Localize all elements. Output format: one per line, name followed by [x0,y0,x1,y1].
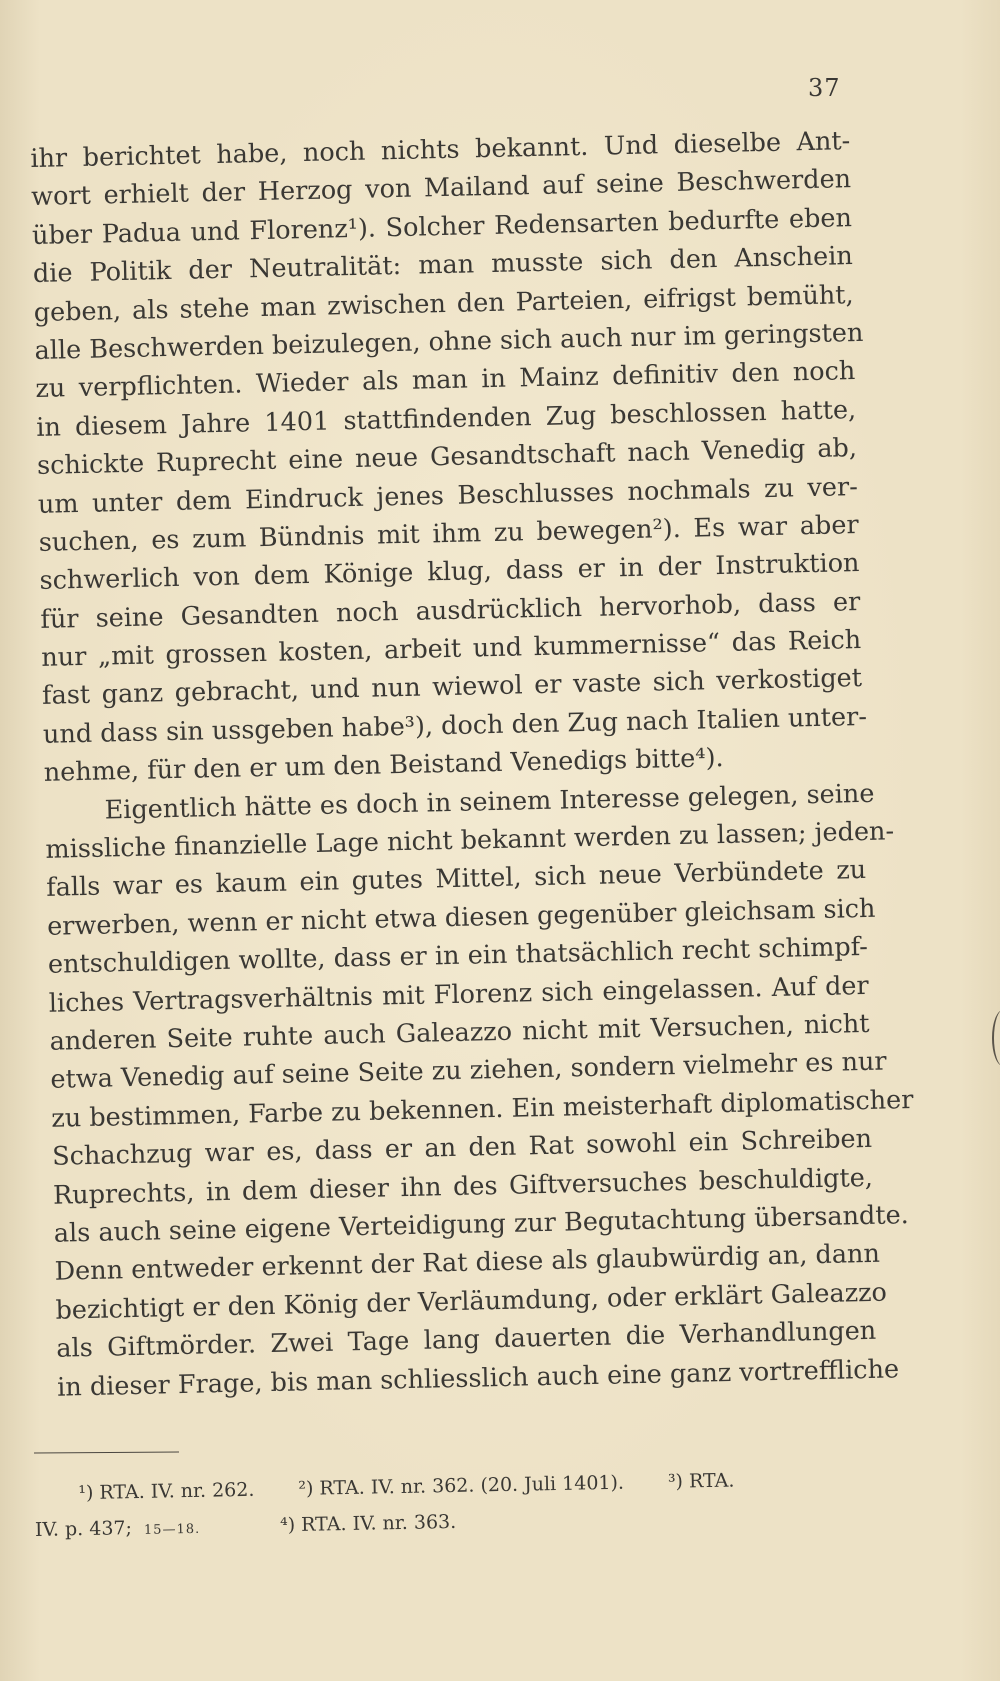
text-line: bezichtigt er den König der Verläumdung, oder erklärt Galeazzo [55,1277,888,1326]
body-text [30,122,914,1406]
text-line: um unter dem Eindruck jenes Beschlusses nochmals zu ver- [37,471,859,520]
text-line: Ruprechts, in dem dieser ihn des Giftversuches beschuldigte, [52,1162,874,1211]
text-line: alle Beschwerden beizulegen, ohne sich auch nur im geringsten [34,317,864,366]
footnotes [34,1460,855,1548]
footnote-divider [34,1451,179,1453]
text-line: geben, als stehe man zwischen den Parteien, eifrigst bemüht, [33,279,854,328]
text-line: liches Vertragsverhältnis mit Florenz sich eingelassen. Auf der [48,970,869,1019]
page-number: 37 [808,74,841,102]
text-line: nehme, für den er um den Beistand Venedigs bitte⁴). [43,743,724,789]
text-line: wort erhielt der Herzog von Mailand auf seine Beschwerden [30,164,852,213]
margin-mark [992,1010,1000,1066]
text-line: und dass sin ussgeben habe³), doch den Zug nach Italien unter- [42,701,868,750]
text-line: zu verpflichten. Wieder als man in Mainz definitiv den noch [35,356,856,405]
text-line: nur „mit grossen kosten, arbeit und kummernisse“ das Reich [40,625,862,673]
text-line: für seine Gesandten noch ausdrücklich hervorhob, dass er [40,586,861,635]
text-line: ihr berichtet habe, noch nichts bekannt. Und dieselbe Ant- [30,126,851,174]
footnote-3-continued: IV. p. 437; [34,1517,133,1541]
text-line: zu bestimmen, Farbe zu bekennen. Ein meisterhaft diplomatischer [51,1084,914,1134]
text-line: missliche finanzielle Lage nicht bekannt werden zu lassen; jeden- [45,816,895,865]
text-line: in dieser Frage, bis man schliesslich auch eine ganz vortreffliche [56,1353,900,1403]
text-line: Eigentlich hätte es doch in seinem Interesse gelegen, seine [104,778,875,826]
text-line: in diesem Jahre 1401 stattfindenden Zug beschlossen hatte, [35,394,857,443]
text-line: entschuldigen wollte, dass er in ein thatsächlich recht schimpf- [47,932,869,981]
text-line: falls war es kaum ein gutes Mittel, sich neue Verbündete zu [45,855,867,904]
text-line: fast ganz gebracht, und nun wiewol er vaste sich verkostiget [41,663,863,712]
text-line: als Giftmörder. Zwei Tage lang dauerten die Verhandlungen [56,1315,877,1364]
footnote-1: ¹) RTA. IV. nr. 262. [78,1478,255,1505]
text-line: suchen, es zum Bündnis mit ihm zu bewegen²). Es war aber [38,509,859,558]
footnote-2: ²) RTA. IV. nr. 362. (20. Juli 1401). [298,1471,625,1500]
footnote-4: ⁴) RTA. IV. nr. 363. [279,1510,457,1537]
text-line: etwa Venedig auf seine Seite zu ziehen, sondern vielmehr es nur [50,1046,887,1096]
text-line: schwerlich von dem Könige klug, dass er in der Instruktion [39,548,860,597]
text-line: die Politik der Neutralität: man musste sich den Anschein [32,241,854,290]
text-line: schickte Ruprecht eine neue Gesandtschaft nach Venedig ab, [36,433,858,482]
text-line: Schachzug war es, dass er an den Rat sowohl ein Schreiben [51,1124,873,1172]
text-line: Denn entweder erkennt der Rat diese als glaubwürdig an, dann [54,1239,881,1288]
text-line: als auch seine eigene Verteidigung zur Begutachtung übersandte. [53,1200,910,1249]
text-line: erwerben, wenn er nicht etwa diesen gegenüber gleichsam sich [46,893,876,942]
footnote-3: ³) RTA. [667,1469,735,1493]
text-line: über Padua und Florenz¹). Solcher Redensarten bedurfte eben [31,202,853,251]
text-line: anderen Seite ruhte auch Galeazzo nicht mit Versuchen, nicht [49,1008,870,1057]
footnote-3-range: 15—18. [143,1521,201,1538]
